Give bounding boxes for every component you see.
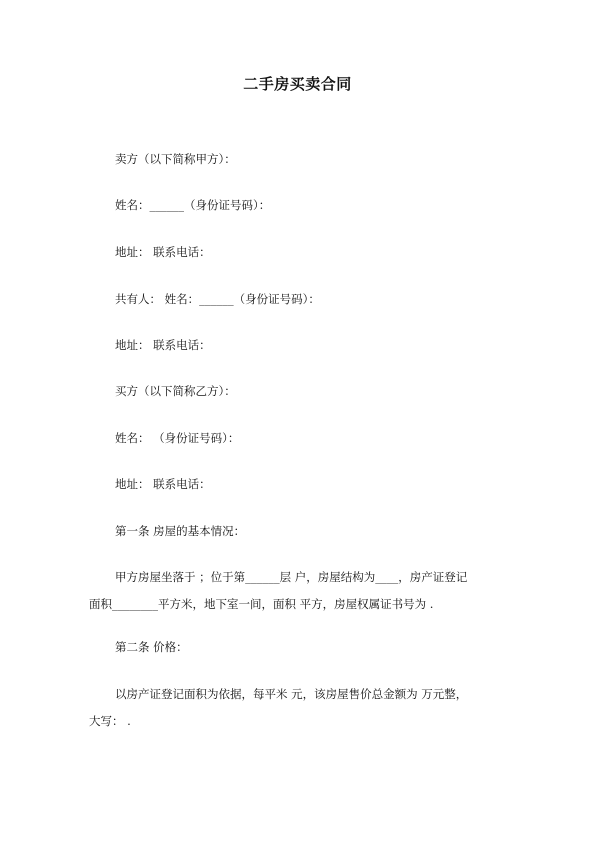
clause-1-paragraph [89, 570, 509, 611]
co-owner-address-line: 地址： 联系电话： [115, 338, 211, 352]
clause-2-heading: 第二条 价格： [115, 640, 188, 654]
document-title: 二手房买卖合同 [243, 75, 352, 93]
paragraph-line: 甲方房屋坐落于 ；位于第______层 户，房屋结构为____，房产证登记 [115, 570, 468, 584]
seller-name-line: 姓名：______（身份证号码）： [115, 198, 271, 212]
co-owner-line: 共有人： 姓名：______（身份证号码）： [115, 292, 320, 306]
clause-1-heading: 第一条 房屋的基本情况： [115, 524, 246, 538]
buyer-name-line: 姓名： （身份证号码）： [115, 431, 240, 445]
paragraph-line: 大写： . [89, 714, 131, 728]
buyer-address-line: 地址： 联系电话： [115, 477, 211, 491]
clause-2-paragraph [89, 687, 509, 728]
seller-heading: 卖方（以下简称甲方）： [115, 152, 236, 166]
seller-address-line: 地址： 联系电话： [115, 245, 211, 259]
paragraph-line: 以房产证登记面积为依据，每平米 元，该房屋售价总金额为 万元整， [115, 687, 468, 701]
buyer-heading: 买方（以下简称乙方）： [115, 384, 236, 398]
paragraph-line: 面积________平方米，地下室一间，面积 平方，房屋权属证书号为 . [89, 597, 434, 611]
